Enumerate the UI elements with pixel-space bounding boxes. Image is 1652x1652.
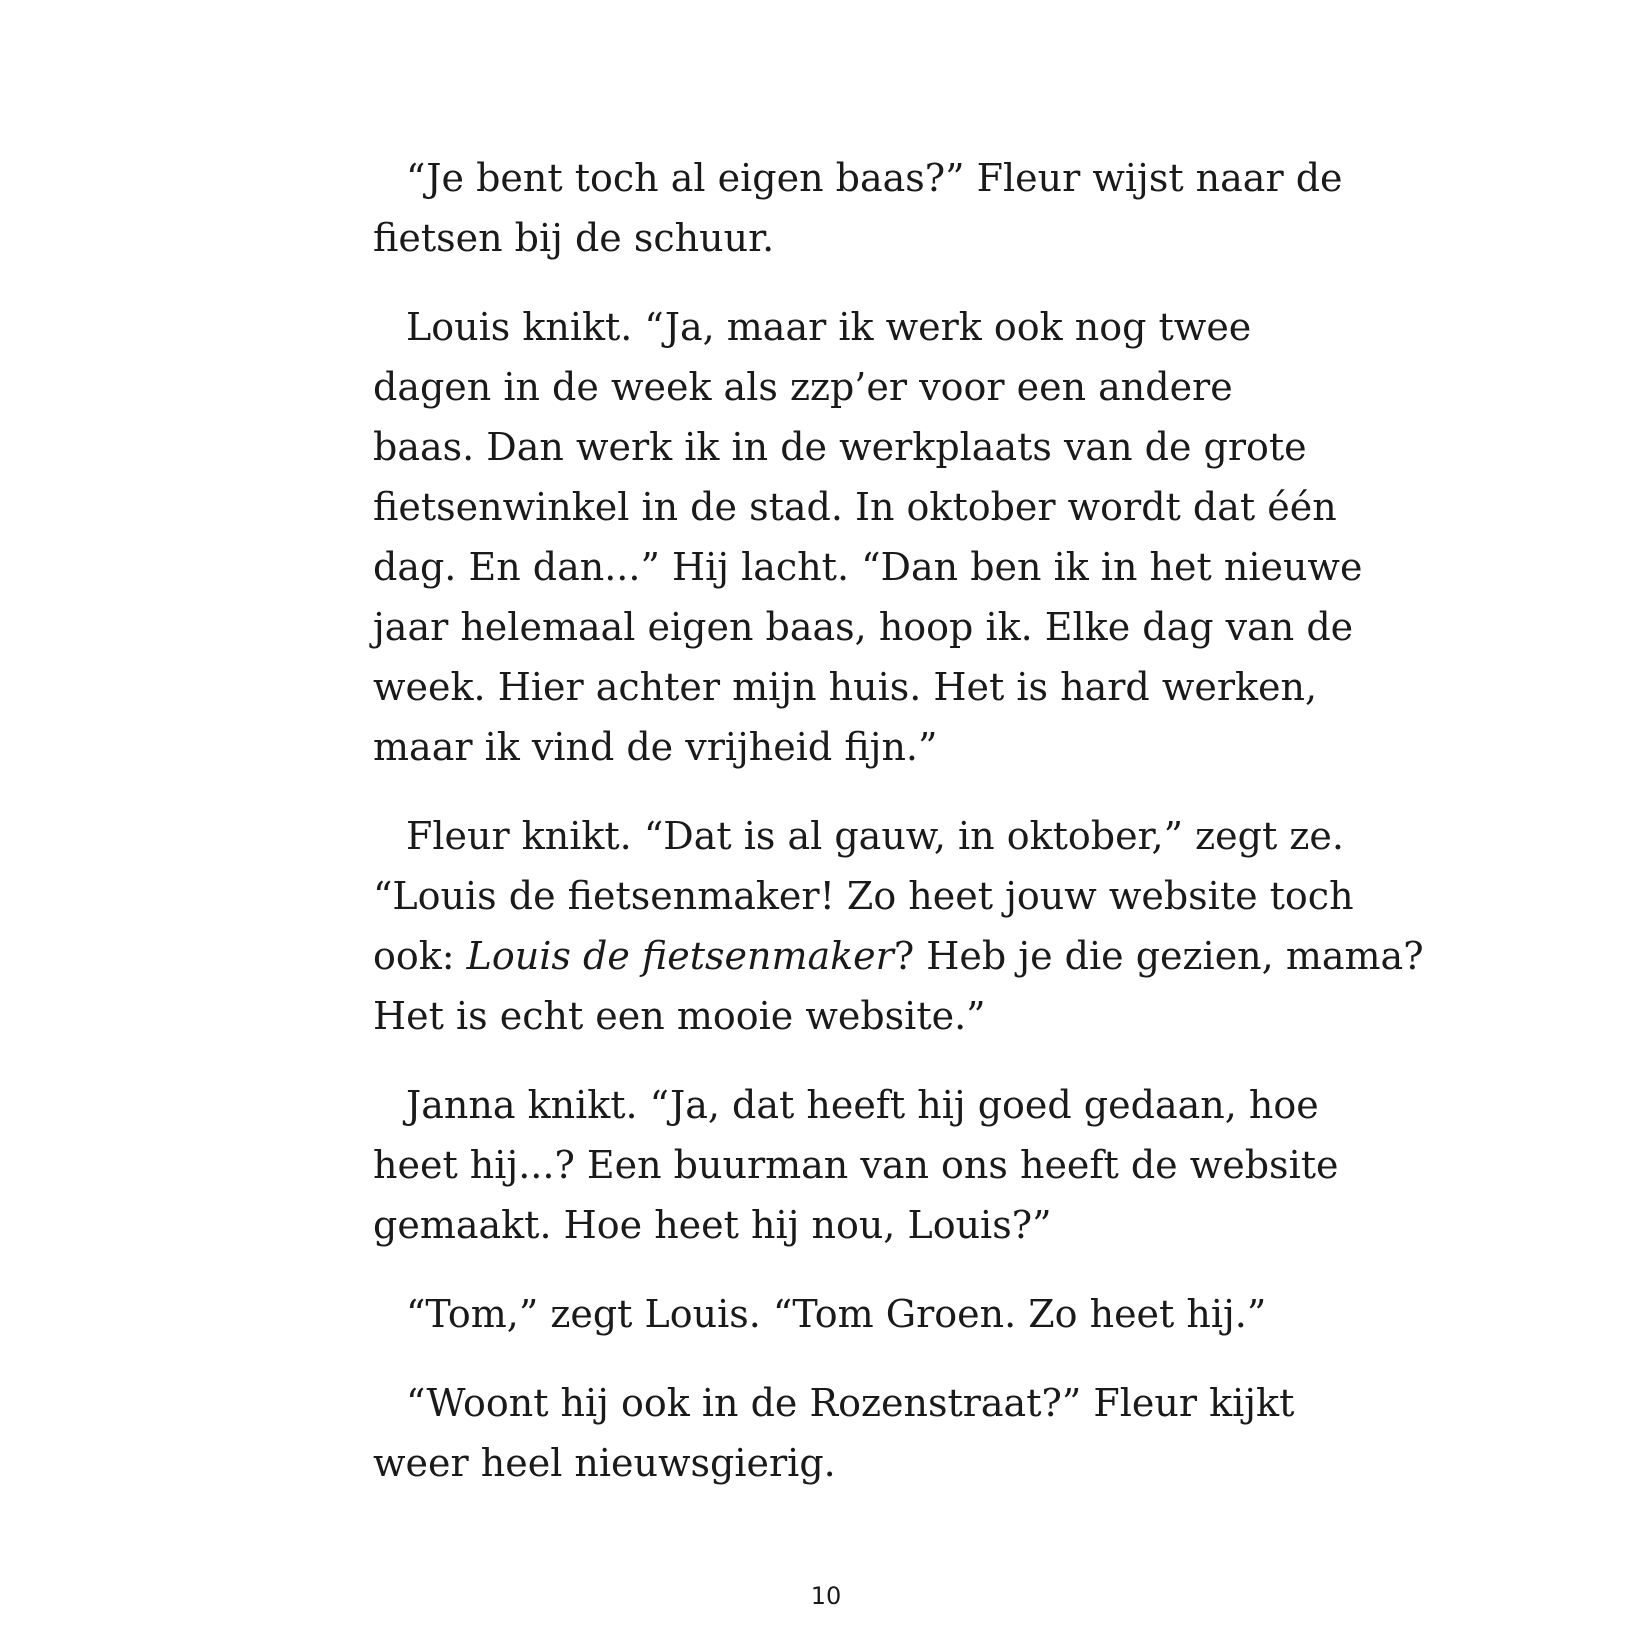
text-run: ? Heb je die gezien, mama? [893,934,1424,978]
website-title-italic: Louis de fietsenmaker [466,934,894,978]
text-line: “Woont hij ook in de Rozenstraat?” Fleur kijkt [406,1381,1295,1425]
text-line: weer heel nieuwsgierig. [373,1441,836,1485]
text-line: Janna knikt. “Ja, dat heeft hij goed gedaan, hoe [406,1083,1319,1127]
text-line: gemaakt. Hoe heet hij nou, Louis?” [373,1203,1052,1247]
text-run: ook: [373,934,467,978]
text-line: Louis knikt. “Ja, maar ik werk ook nog twee [406,305,1252,349]
text-line: dag. En dan...” Hij lacht. “Dan ben ik in het nieuwe [373,545,1363,589]
text-line: jaar helemaal eigen baas, hoop ik. Elke dag van de [373,605,1354,649]
text-line: Het is echt een mooie website.” [373,994,986,1038]
text-line [373,926,1424,986]
text-line: maar ik vind de vrijheid fijn.” [373,725,938,769]
text-line: fietsenwinkel in de stad. In oktober wordt dat één [373,485,1337,529]
text-line: week. Hier achter mijn huis. Het is hard werken, [373,665,1318,709]
page-number: 10 [810,1582,842,1610]
text-line: “Je bent toch al eigen baas?” Fleur wijst naar de [406,156,1343,200]
text-line: heet hij...? Een buurman van ons heeft de website [373,1143,1339,1187]
text-line: “Louis de fietsenmaker! Zo heet jouw website toch [373,874,1354,918]
text-line: fietsen bij de schuur. [373,216,775,260]
text-line: Fleur knikt. “Dat is al gauw, in oktober,” zegt ze. [406,814,1344,858]
text-line: dagen in de week als zzp’er voor een andere [373,365,1233,409]
text-line: “Tom,” zegt Louis. “Tom Groen. Zo heet hij.” [406,1292,1267,1336]
text-line: baas. Dan werk ik in de werkplaats van de grote [373,425,1307,469]
